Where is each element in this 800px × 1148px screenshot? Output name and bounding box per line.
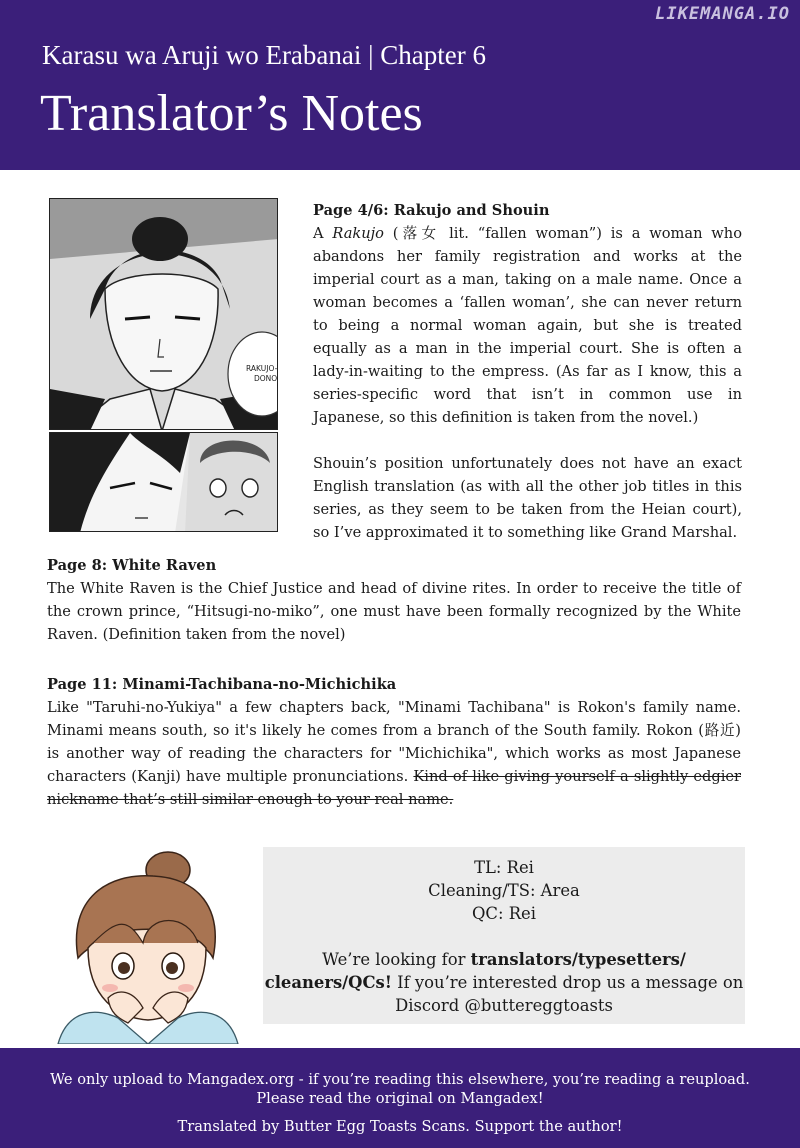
header-banner	[0, 0, 800, 170]
credits-box	[263, 847, 745, 1024]
footer-credit-line: Translated by Butter Egg Toasts Scans. Support the author!	[177, 1118, 623, 1135]
struck-text: Kind of like giving yourself a slightly edgier nickname that’s still similar enough to your real name.	[47, 768, 741, 808]
credit-tl: TL: Rei	[474, 858, 534, 877]
note-text: A	[313, 225, 333, 242]
note-rakujo-shouin	[313, 199, 742, 544]
paragraph-gap	[313, 429, 742, 452]
note-heading: Page 4/6: Rakujo and Shouin	[313, 202, 550, 219]
note-paragraph: Shouin’s position unfortunately does not have an exact English translation (as with all the other job titles in this series, as they seem to be taken from the Heian court), so I’ve approximated it to something like Grand Marshal.	[313, 455, 742, 541]
footer-upload-notice	[0, 1070, 800, 1108]
note-heading: Page 8: White Raven	[47, 557, 217, 574]
speech-bubble-text: RAKUJO-	[246, 364, 278, 373]
note-paragraph	[313, 222, 742, 429]
manga-panel-duo	[49, 432, 278, 532]
portrait-illustration	[50, 199, 278, 430]
credit-cleaning: Cleaning/TS: Area	[428, 881, 580, 900]
note-paragraph: The White Raven is the Chief Justice and head of divine rites. In order to receive the title of the crown prince, “Hitsugi-no-miko”, one must have been formally recognized by the White Raven. (Definition taken from the novel)	[47, 580, 741, 643]
series-chapter-title: Karasu wa Aruji wo Erabanai | Chapter 6	[42, 40, 487, 70]
duo-illustration	[50, 433, 278, 532]
footer-line: We only upload to Mangadex.org - if you’re reading this elsewhere, you’re reading a reupload.	[50, 1071, 750, 1088]
italic-term: Rakujo	[332, 225, 384, 242]
footer-banner	[0, 1048, 800, 1148]
recruitment-message	[263, 948, 745, 1017]
note-minami-tachibana	[47, 673, 741, 811]
page-title: Translator’s Notes	[40, 85, 423, 142]
speech-bubble-text-2: DONO	[254, 374, 278, 383]
chibi-character-illustration	[48, 848, 248, 1044]
recruit-roles: translators/typesetters/ cleaners/QCs!	[264, 950, 686, 992]
note-text: Like "Taruhi-no-Yukiya" a few chapters back, "Minami Tachibana" is Rokon's family name. Minami means south, so it's likely he comes from a branch of the South family. Rokon (路近) is another way of reading the characters for "Michichika", which works as most Japanese characters (Kanji) have multiple pronunciations.	[47, 699, 741, 785]
note-heading: Page 11: Minami-Tachibana-no-Michichika	[47, 676, 397, 693]
chibi-drawing	[48, 848, 248, 1044]
note-paragraph	[47, 696, 741, 811]
note-text: (落女 lit. “fallen woman”) is a woman who abandons her family registration and works at the imperial court as a man, taking on a male name. Once a woman becomes a ‘fallen woman’, she can never return to being a normal woman again, but she is treated equally as a man in the imperial court. She is often a lady-in-waiting to the empress. (As far as I know, this a series-specific word that isn’t in common use in Japanese, so this definition is taken from the novel.)	[313, 225, 742, 426]
recruit-text: We’re looking for	[322, 950, 471, 969]
site-watermark: LIKEMANGA.IO	[655, 4, 790, 24]
credit-qc: QC: Rei	[472, 904, 536, 923]
manga-panel-portrait	[49, 198, 278, 430]
credits-gap	[263, 925, 745, 948]
recruit-text: If you’re interested drop us a message on Discord @buttereggtoasts	[391, 973, 744, 1015]
footer-line: Please read the original on Mangadex!	[256, 1090, 544, 1107]
note-white-raven	[47, 554, 741, 646]
